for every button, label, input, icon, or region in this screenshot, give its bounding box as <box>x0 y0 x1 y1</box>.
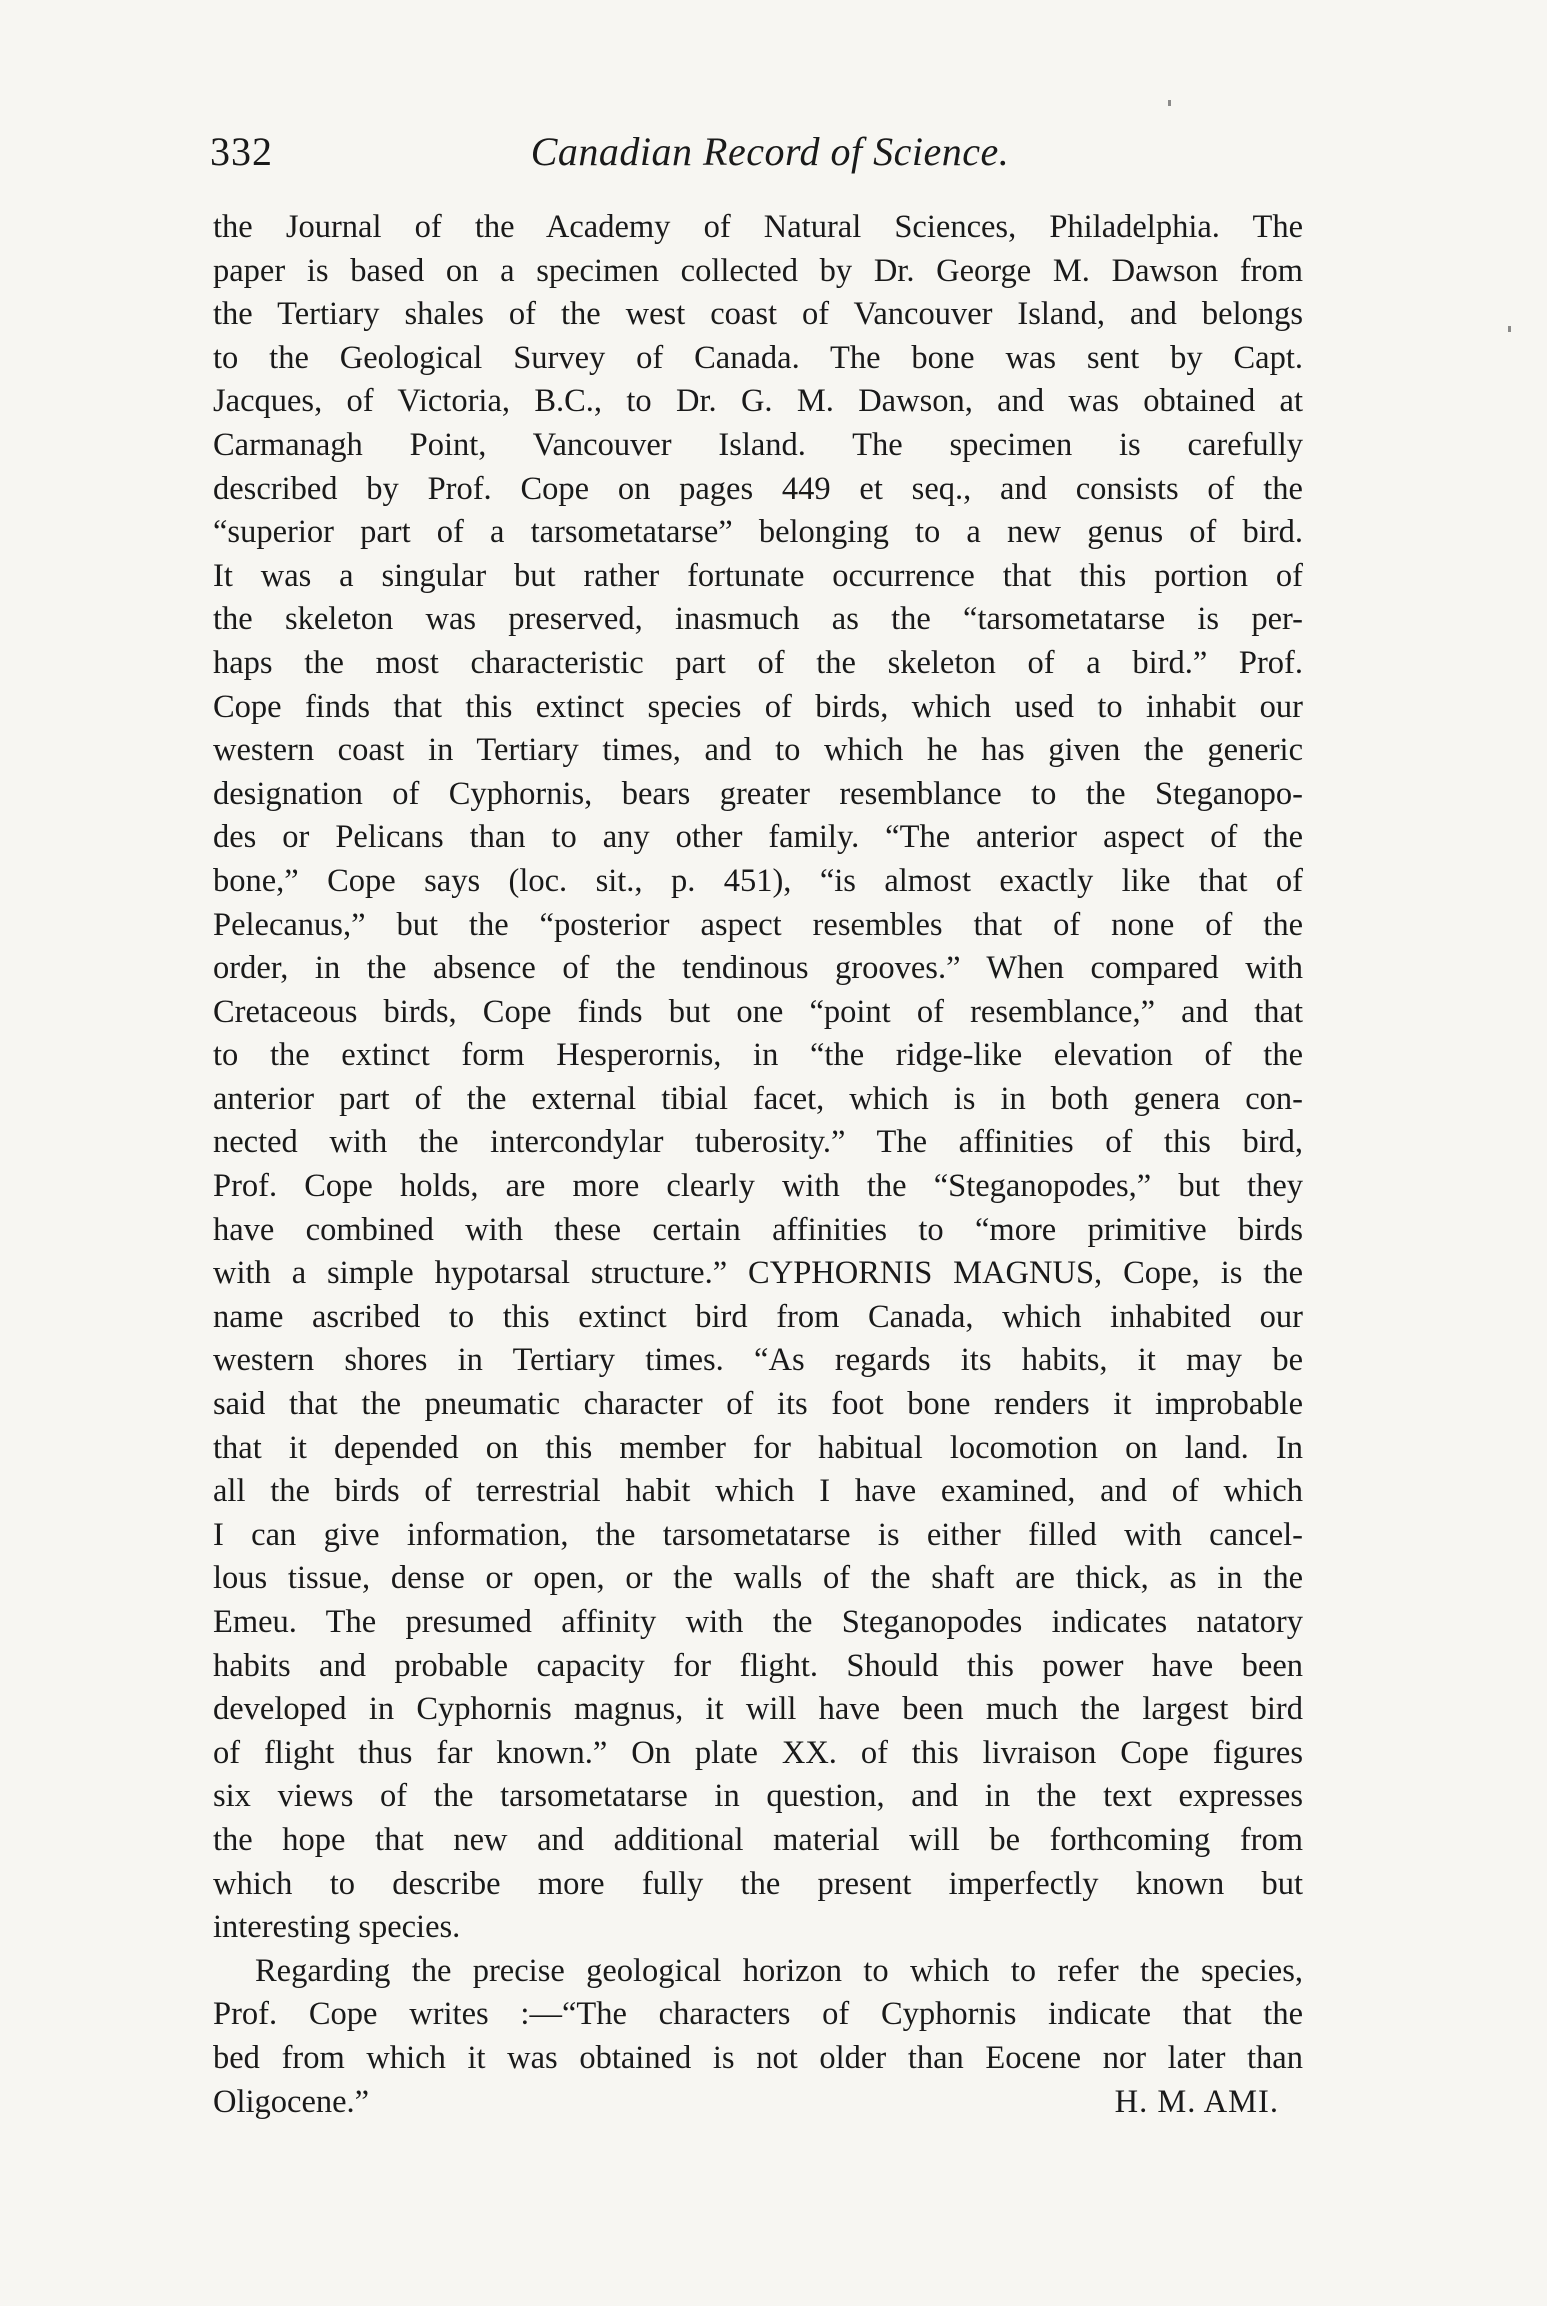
text-line: name ascribed to this extinct bird from Canada, which inhabited our <box>213 1298 1303 1335</box>
paragraph-1 <box>213 206 1303 1950</box>
text-line: Regarding the precise geological horizon to which to refer the species, <box>255 1952 1303 1989</box>
print-speck <box>1508 326 1511 332</box>
text-line: described by Prof. Cope on pages 449 et seq., and consists of the <box>213 470 1303 507</box>
text-line: haps the most characteristic part of the skeleton of a bird.” Prof. <box>213 644 1303 681</box>
running-head <box>210 128 1330 184</box>
text-line: which to describe more fully the present imperfectly known but <box>213 1865 1303 1902</box>
text-line: said that the pneumatic character of its foot bone renders it improbable <box>213 1386 1303 1423</box>
text-line: lous tissue, dense or open, or the walls of the shaft are thick, as in the <box>213 1560 1303 1597</box>
journal-title: Canadian Record of Science. <box>530 129 1010 174</box>
text-line: Prof. Cope writes :—“The characters of Cyphornis indicate that the <box>213 1996 1303 2033</box>
text-line: have combined with these certain affinities to “more primitive birds <box>213 1211 1303 1248</box>
text-line: bed from which it was obtained is not older than Eocene nor later than <box>213 2039 1303 2076</box>
text-line: paper is based on a specimen collected by Dr. George M. Dawson from <box>213 252 1303 289</box>
text-line: nected with the intercondylar tuberosity.” The affinities of this bird, <box>213 1124 1303 1161</box>
text-line: habits and probable capacity for flight. Should this power have been <box>213 1647 1303 1684</box>
text-line: Carmanagh Point, Vancouver Island. The specimen is carefully <box>213 426 1303 463</box>
text-line: western coast in Tertiary times, and to which he has given the generic <box>213 732 1303 769</box>
text-line: the skeleton was preserved, inasmuch as the “tarsometatarse is per- <box>213 601 1303 638</box>
text-line: Emeu. The presumed affinity with the Steganopodes indicates natatory <box>213 1604 1303 1640</box>
author-signature: H. M. AMI. <box>1114 2083 1279 2120</box>
text-line: the Tertiary shales of the west coast of Vancouver Island, and belongs <box>213 296 1303 333</box>
text-line: all the birds of terrestrial habit which I have examined, and of which <box>213 1473 1303 1510</box>
text-line: order, in the absence of the tendinous grooves.” When compared with <box>213 950 1303 987</box>
text-line: designation of Cyphornis, bears greater resemblance to the Steganopo- <box>213 775 1303 812</box>
page-number: 332 <box>210 129 273 174</box>
text-line: interesting species. <box>213 1909 461 1946</box>
text-line: six views of the tarsometatarse in question, and in the text expresses <box>213 1778 1303 1815</box>
closing-text: Oligocene.” <box>213 2083 370 2120</box>
closing-line <box>213 2081 1303 2125</box>
article-body <box>213 206 1303 2124</box>
text-line: Cretaceous birds, Cope finds but one “point of resemblance,” and that <box>213 993 1303 1030</box>
text-line: I can give information, the tarsometatarse is either filled with cancel- <box>213 1516 1303 1553</box>
text-line: with a simple hypotarsal structure.” CYPHORNIS MAGNUS, Cope, is the <box>213 1255 1303 1292</box>
text-line: It was a singular but rather fortunate occurrence that this portion of <box>213 557 1303 594</box>
paragraph-2 <box>213 1950 1303 2081</box>
text-line: Pelecanus,” but the “posterior aspect resembles that of none of the <box>213 906 1303 943</box>
text-line: the Journal of the Academy of Natural Sciences, Philadelphia. The <box>213 209 1303 245</box>
print-speck <box>1168 100 1171 106</box>
text-line: des or Pelicans than to any other family. “The anterior aspect of the <box>213 819 1303 856</box>
text-line: bone,” Cope says (loc. sit., p. 451), “is almost exactly like that of <box>213 862 1303 899</box>
text-line: to the Geological Survey of Canada. The bone was sent by Capt. <box>213 339 1303 376</box>
text-line: that it depended on this member for habitual locomotion on land. In <box>213 1429 1303 1466</box>
text-line: “superior part of a tarsometatarse” belonging to a new genus of bird. <box>213 514 1303 551</box>
text-line: developed in Cyphornis magnus, it will have been much the largest bird <box>213 1691 1303 1728</box>
text-line: anterior part of the external tibial facet, which is in both genera con- <box>213 1080 1303 1117</box>
text-line: Prof. Cope holds, are more clearly with the “Steganopodes,” but they <box>213 1168 1303 1205</box>
text-line: Jacques, of Victoria, B.C., to Dr. G. M. Dawson, and was obtained at <box>213 383 1303 420</box>
text-line: Cope finds that this extinct species of birds, which used to inhabit our <box>213 688 1303 725</box>
text-line: western shores in Tertiary times. “As regards its habits, it may be <box>213 1342 1303 1379</box>
text-line: of flight thus far known.” On plate XX. of this livraison Cope figures <box>213 1734 1303 1771</box>
text-line: the hope that new and additional material will be forthcoming from <box>213 1821 1303 1858</box>
text-line: to the extinct form Hesperornis, in “the ridge-like elevation of the <box>213 1037 1303 1074</box>
